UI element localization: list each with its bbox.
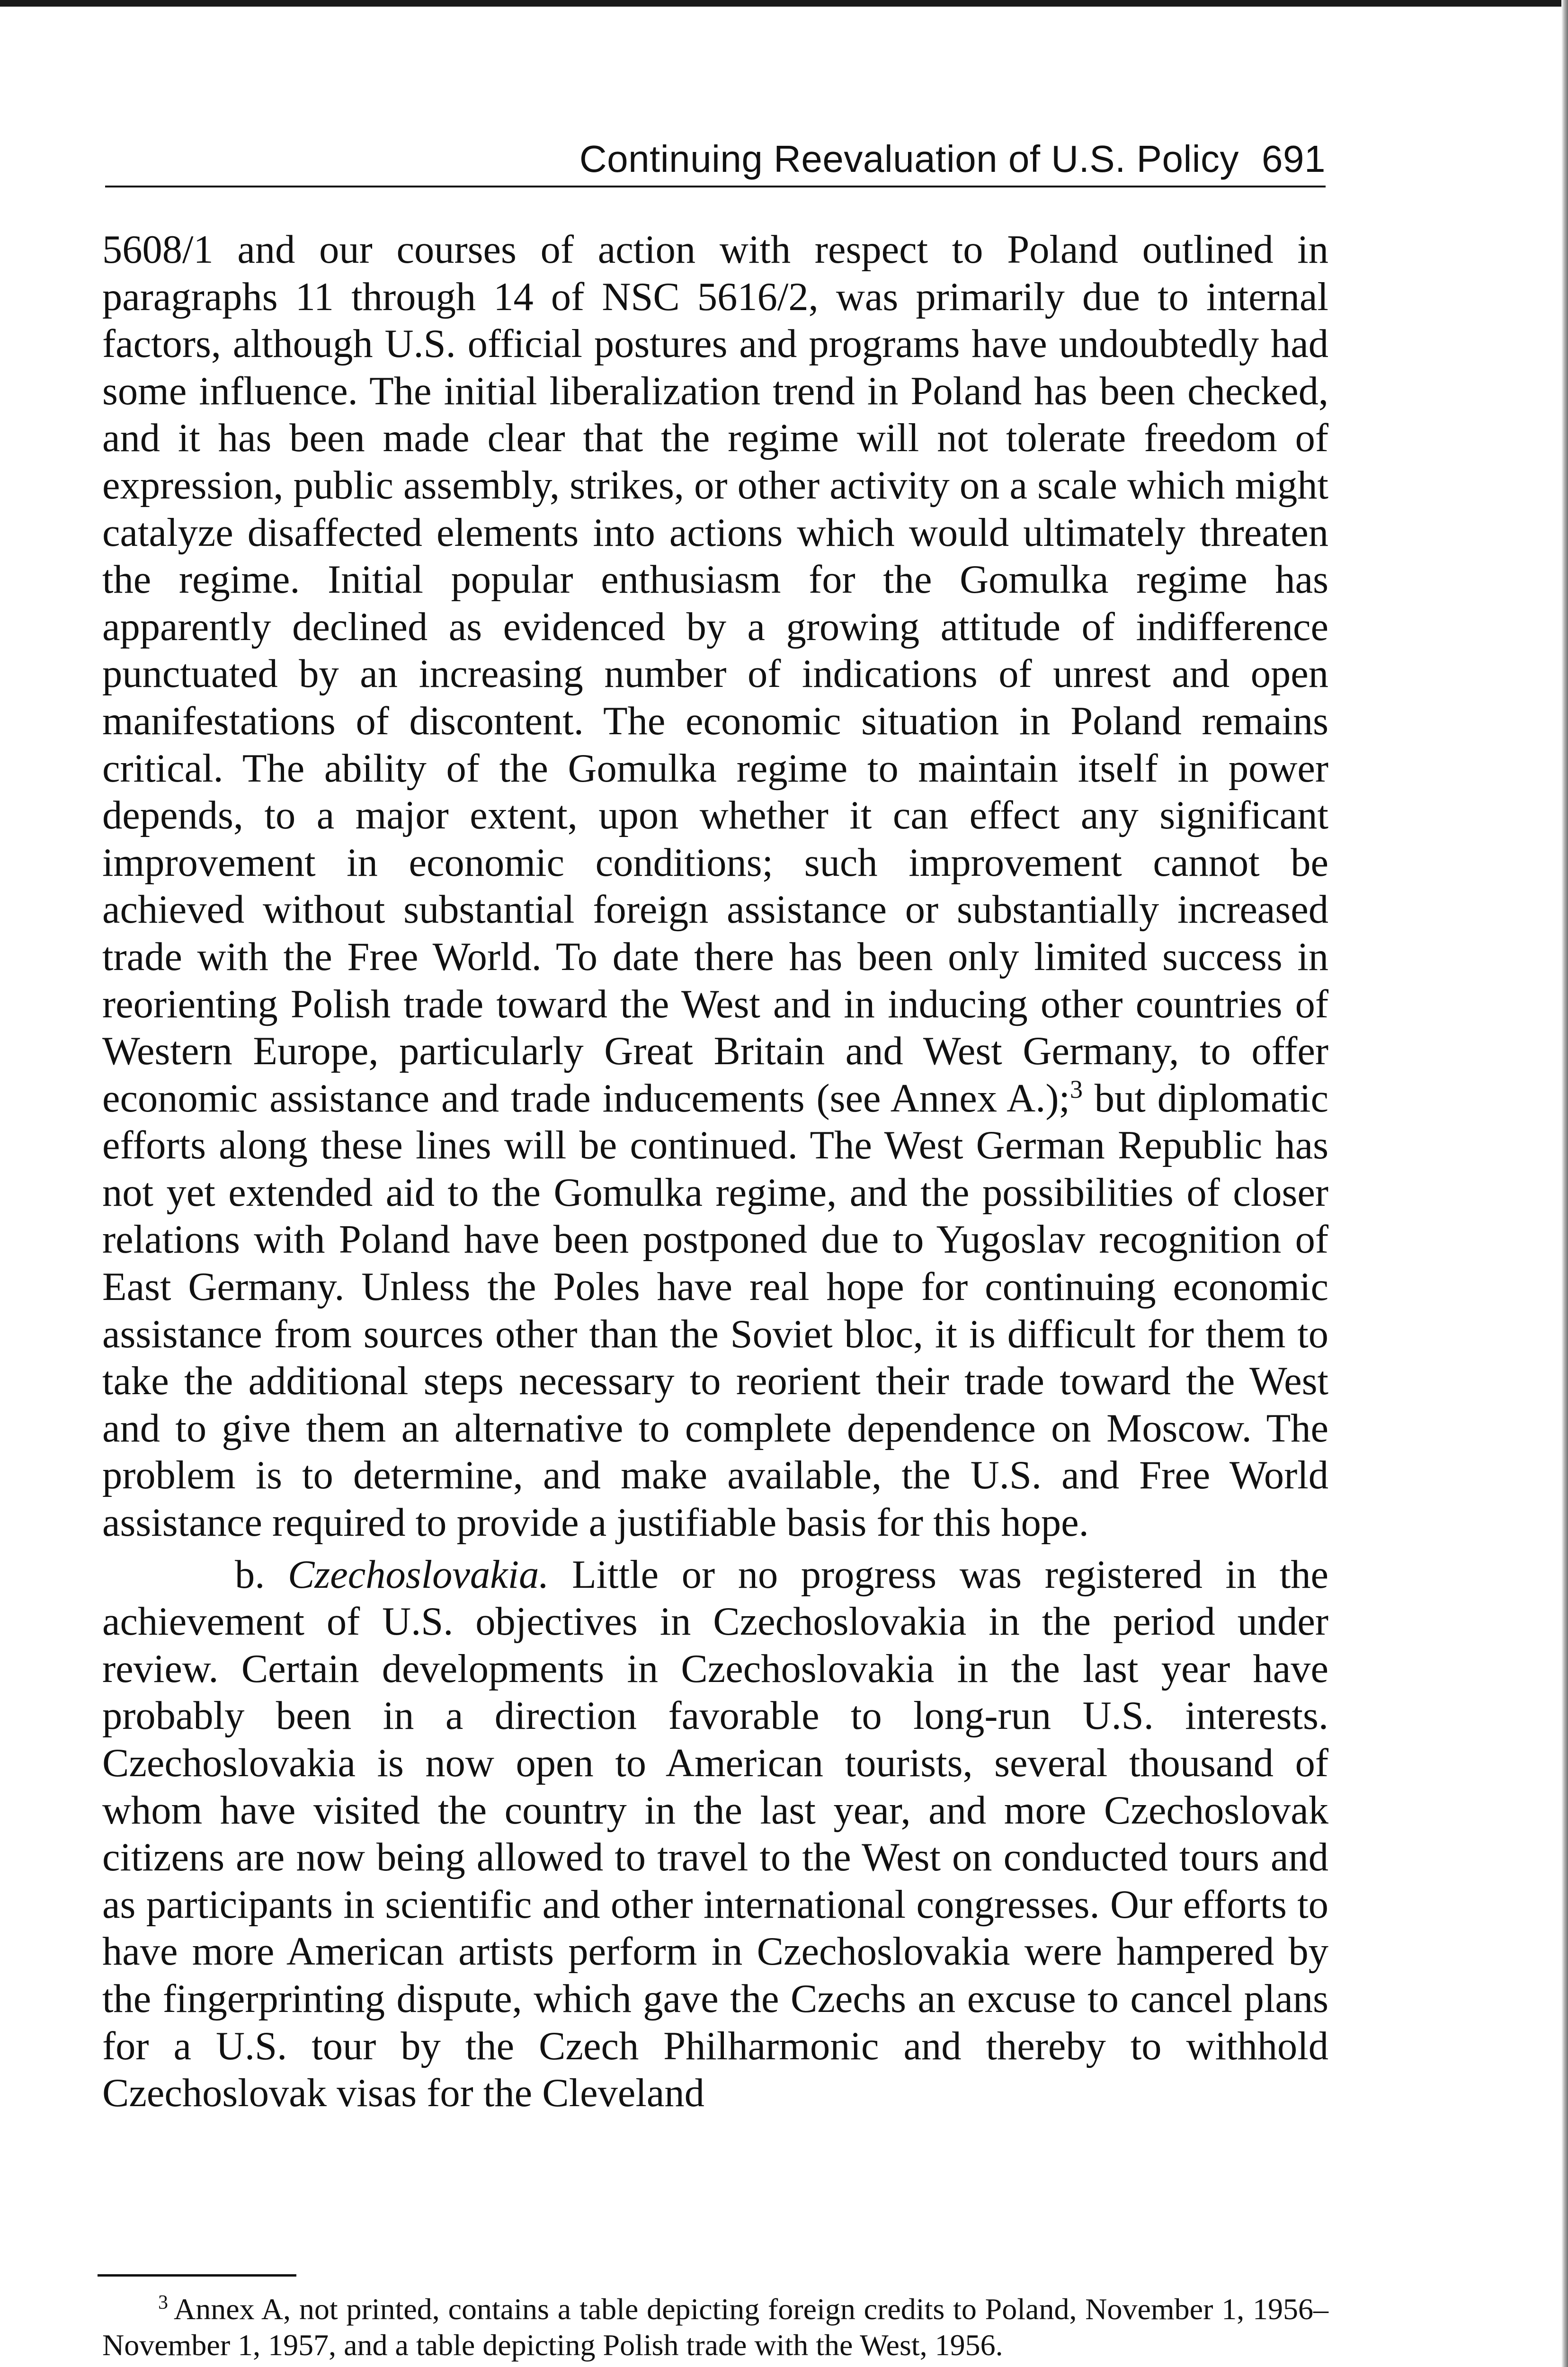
section-heading: Czechoslovakia.: [287, 1552, 549, 1597]
footnote-rule: [98, 2274, 296, 2277]
section-label: b.: [235, 1552, 288, 1597]
paragraph-poland-text-b: but diplomatic efforts along these lines will be continued. The West German Republic has not yet extended aid to the Gomulka regime, and the possibilities of closer relations with Poland have been postponed due to Yugoslav recognition of East Germany. Unless the Poles have real hope for continuing economic assistance from sources other than the Soviet bloc, it is difficult for them to take the additional steps necessary to reorient their trade toward the West and to give them an alternative to complete dependence on Moscow. The problem is to determine, and make available, the U.S. and Free World assistance required to provide a justifiable basis for this hope.: [102, 1076, 1329, 1545]
footnote-reference: 3: [1069, 1075, 1083, 1103]
scan-right-edge: [1561, 0, 1568, 2367]
paragraph-czechoslovakia-text: Little or no progress was registered in the achievement of U.S. objectives in Czechoslovakia in the period under review. Certain developments in Czechoslovakia in the last year have probably been in a direction favorable to long-run U.S. interests. Czechoslovakia is now open to American tourists, several thousand of whom have visited the country in the last year, and more Czechoslovak citizens are now being allowed to travel to the West on conducted tours and as participants in scientific and other international congresses. Our efforts to have more American artists perform in Czechoslovakia were hampered by the fingerprinting dispute, which gave the Czechs an excuse to cancel plans for a U.S. tour by the Czech Philharmonic and thereby to withhold Czechoslovak visas for the Cleveland: [102, 1552, 1328, 2116]
scan-top-edge: [0, 0, 1568, 7]
paragraph-poland-text-a: 5608/1 and our courses of action with respect to Poland outlined in paragraphs 11 through 14 of NSC 5616/2, was primarily due to internal factors, although U.S. official postures and programs have undoubtedly had some influence. The initial liberalization trend in Poland has been checked, and it has been made clear that the regime will not tolerate freedom of expression, public assembly, strikes, or other activity on a scale which might catalyze disaffected elements into actions which would ultimately threaten the regime. Initial popular enthusiasm for the Gomulka regime has apparently declined as evidenced by a growing attitude of indifference punctuated by an increasing number of indications of unrest and open manifestations of discontent. The economic situation in Poland remains critical. The ability of the Gomulka regime to maintain itself in power depends, to a major extent, upon whether it can effect any significant improvement in economic conditions; such improvement cannot be achieved without substantial foreign assistance or substantially increased trade with the Free World. To date there has been only limited success in reorienting Polish trade toward the West and in inducing other countries of Western Europe, particularly Great Britain and West Germany, to offer economic assistance and trade inducements (see Annex A.);: [102, 228, 1328, 1121]
footnote-text: Annex A, not printed, contains a table depicting foreign credits to Poland, November 1, 1956–November 1, 1957, and a table depicting Polish trade with the West, 1956.: [102, 2292, 1328, 2362]
footnote-marker: 3: [158, 2291, 168, 2314]
running-header: [105, 133, 1326, 187]
page-number: 691: [1262, 138, 1326, 180]
body-text: [102, 226, 1328, 2117]
footnote: [102, 2291, 1328, 2363]
paragraph-poland: [102, 226, 1328, 1547]
paragraph-czechoslovakia: [102, 1551, 1328, 2117]
running-title: Continuing Reevaluation of U.S. Policy: [579, 138, 1239, 180]
